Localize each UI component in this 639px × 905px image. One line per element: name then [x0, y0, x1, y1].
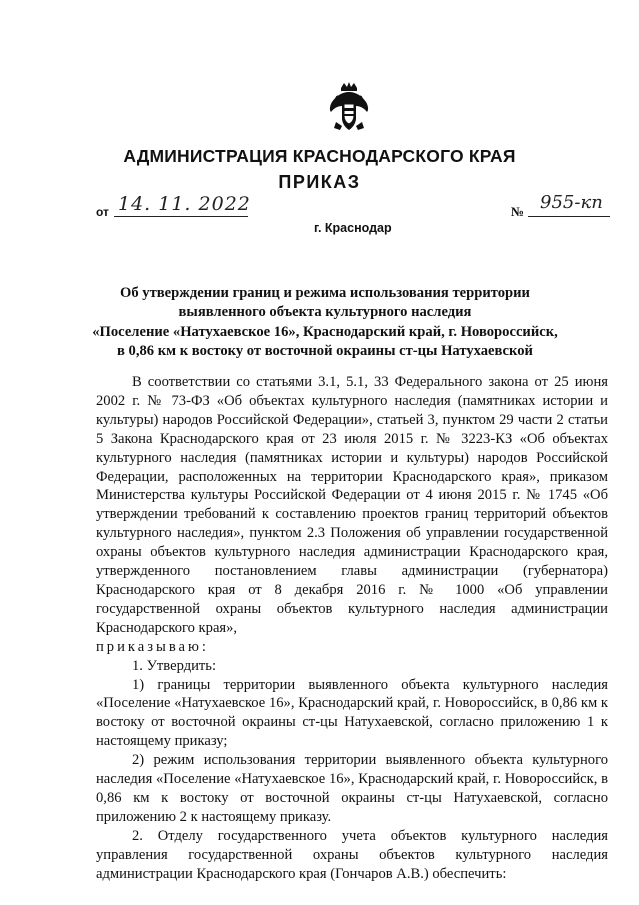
city: г. Краснодар — [314, 221, 392, 235]
item-1-2: 2) режим использования территории выявленного объекта культурного наследия «Поселение «Натухаевское 16», Краснодарский край, г. Новороссийск, в 0,86 км к востоку от восточной окраины ст-цы Натухаевской, согласно приложению 2 к настоящему приказу. — [96, 752, 608, 825]
order-word: приказываю: — [96, 638, 209, 655]
preamble-paragraph: В соответствии со статьями 3.1, 5.1, 33 Федерального закона от 25 июня 2002 г. № 73-ФЗ «Об объектах культурного наследия (памятниках истории и культуры) народов Российской Федерации», статьей 3, пунктом 29 части 2 статьи 5 Закона Краснодарского края от 23 июля 2015 г. № 3223-КЗ «Об объектах культурного наследия (памятниках истории и культуры) народов Российской Федерации, расположенных на территории Краснодарского края», приказом Министерства культуры Российской Федерации от 4 июня 2015 г. № 1745 «Об утверждении требований к составлению проектов границ территорий объектов культурного наследия», пунктом 2.3 Положения об управлении государственной охраны объектов культурного наследия администрации Краснодарского края, утвержденного постановлением главы администрации (губернатора) Краснодарского края от 8 декабря 2016 г. № 1000 «Об управлении государственной охраны объектов культурного наследия администрации Краснодарского края», — [96, 374, 608, 636]
organization-name: АДМИНИСТРАЦИЯ КРАСНОДАРСКОГО КРАЯ — [123, 146, 516, 166]
item-2: 2. Отделу государственного учета объектов культурного наследия управления государственной охраны объектов культурного наследия администрации Краснодарского края (Гончаров А.В.) обеспечить: — [96, 827, 608, 882]
document-title — [90, 284, 560, 362]
document-type: ПРИКАЗ — [278, 172, 361, 192]
handwritten-number: 955-кп — [540, 192, 603, 213]
krasnodar-coat-of-arms-icon — [326, 82, 372, 132]
date-label: от — [96, 205, 109, 219]
item-1: 1. Утвердить: — [132, 657, 217, 674]
title-line: Об утверждении границ и режима использования территории — [120, 285, 530, 301]
number-label: № — [511, 204, 525, 219]
document-body — [96, 373, 608, 883]
handwritten-date: 14. 11. 2022 — [118, 193, 251, 215]
item-1-1: 1) границы территории выявленного объекта культурного наследия «Поселение «Натухаевское 16», Краснодарский край, г. Новороссийск, в 0,86 км к востоку от восточной окраины ст-цы Натухаевской, согласно приложению 1 к настоящему приказу; — [96, 676, 608, 750]
title-line: «Поселение «Натухаевское 16», Краснодарский край, г. Новороссийск, — [92, 323, 558, 340]
title-line: в 0,86 км к востоку от восточной окраины ст-цы Натухаевской — [117, 343, 533, 360]
title-line: выявленного объекта культурного наследия — [178, 304, 472, 321]
